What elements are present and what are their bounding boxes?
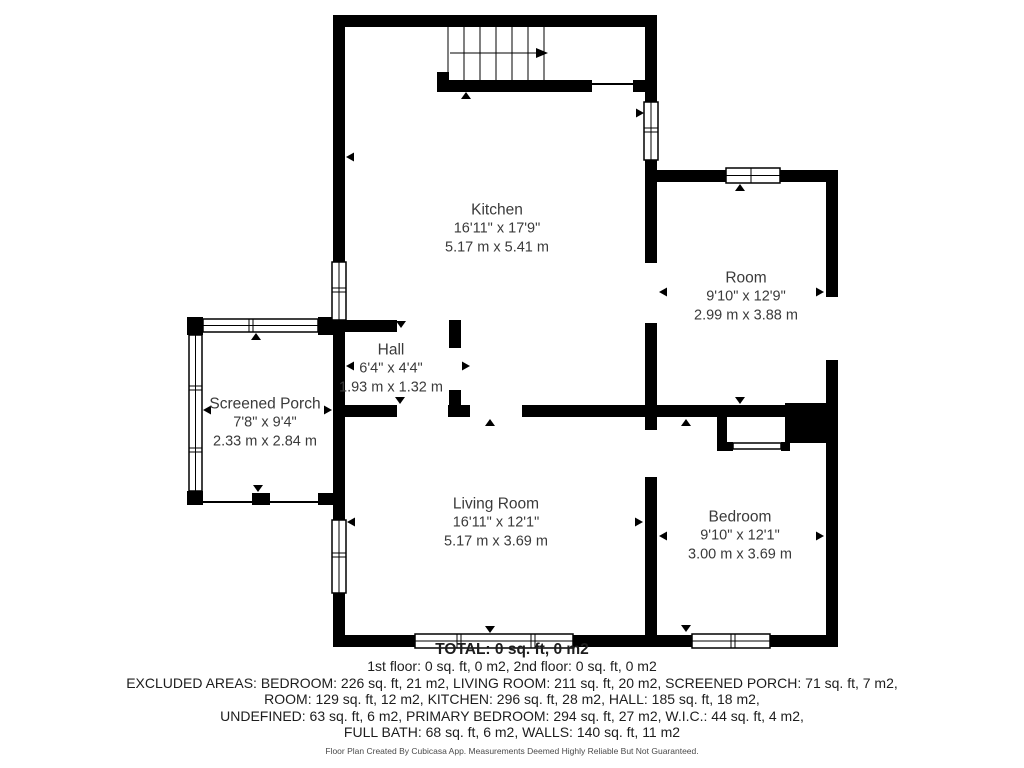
room-dim-imperial: 9'10" x 12'9": [706, 288, 786, 305]
area-summary: [0, 641, 1024, 741]
room-dim-metric: 5.17 m x 5.41 m: [445, 239, 549, 256]
window-kitchen-right: [644, 102, 658, 160]
room-name: Hall: [377, 341, 405, 359]
stairs-direction-arrow: [450, 48, 548, 58]
window-room-top: [726, 168, 780, 183]
window-living-left: [332, 520, 346, 593]
room-label-living-room: [444, 495, 548, 552]
room-name: Room: [725, 269, 767, 287]
room-dim-imperial: 7'8" x 9'4": [233, 414, 297, 431]
room-name: Screened Porch: [209, 395, 321, 413]
summary-excluded-line: EXCLUDED AREAS: BEDROOM: 226 sq. ft, 21 m2, LIVING ROOM: 211 sq. ft, 20 m2, SCREENED PORCH: 71 sq. ft, 7 m2,: [126, 674, 898, 691]
summary-excluded-line: FULL BATH: 68 sq. ft, 6 m2, WALLS: 140 sq. ft, 11 m2: [343, 724, 681, 740]
window-porch-top: [203, 319, 318, 332]
room-dim-imperial: 6'4" x 4'4": [359, 360, 423, 377]
room-dim-metric: 2.99 m x 3.88 m: [694, 307, 798, 324]
summary-floors: 1st floor: 0 sq. ft, 0 m2, 2nd floor: 0 sq. ft, 0 m2: [367, 658, 657, 674]
footer-disclaimer: Floor Plan Created By Cubicasa App. Measurements Deemed Highly Reliable But Not Guaranteed.: [325, 746, 699, 756]
room-label-hall: [339, 341, 443, 398]
room-dim-imperial: 16'11" x 17'9": [453, 220, 541, 237]
room-dim-imperial: 9'10" x 12'1": [700, 527, 780, 544]
room-label-bedroom: [688, 508, 792, 565]
room-dim-metric: 2.33 m x 2.84 m: [213, 433, 317, 450]
windows: [189, 102, 781, 648]
room-dim-metric: 3.00 m x 3.69 m: [688, 546, 792, 563]
room-name: Bedroom: [708, 508, 772, 526]
summary-total: TOTAL: 0 sq. ft, 0 m2: [435, 641, 589, 658]
closet-slider-door: [733, 443, 781, 449]
stairs: [448, 27, 548, 80]
window-kitchen-left: [332, 262, 346, 320]
room-dim-imperial: 16'11" x 12'1": [452, 514, 540, 531]
room-name: Living Room: [452, 495, 540, 513]
summary-excluded-line: ROOM: 129 sq. ft, 12 m2, KITCHEN: 296 sq. ft, 28 m2, HALL: 185 sq. ft, 18 m2,: [264, 691, 760, 707]
room-dim-metric: 5.17 m x 3.69 m: [444, 533, 548, 550]
room-label-room: [694, 269, 798, 326]
room-label-kitchen: [445, 201, 549, 258]
summary-excluded-line: UNDEFINED: 63 sq. ft, 6 m2, PRIMARY BEDROOM: 294 sq. ft, 27 m2, W.I.C.: 44 sq. ft, 4 m2,: [220, 707, 804, 724]
window-porch-left: [189, 335, 202, 491]
room-dim-metric: 1.93 m x 1.32 m: [339, 379, 443, 396]
room-name: Kitchen: [471, 201, 523, 219]
room-label-screened-porch: [209, 395, 320, 452]
